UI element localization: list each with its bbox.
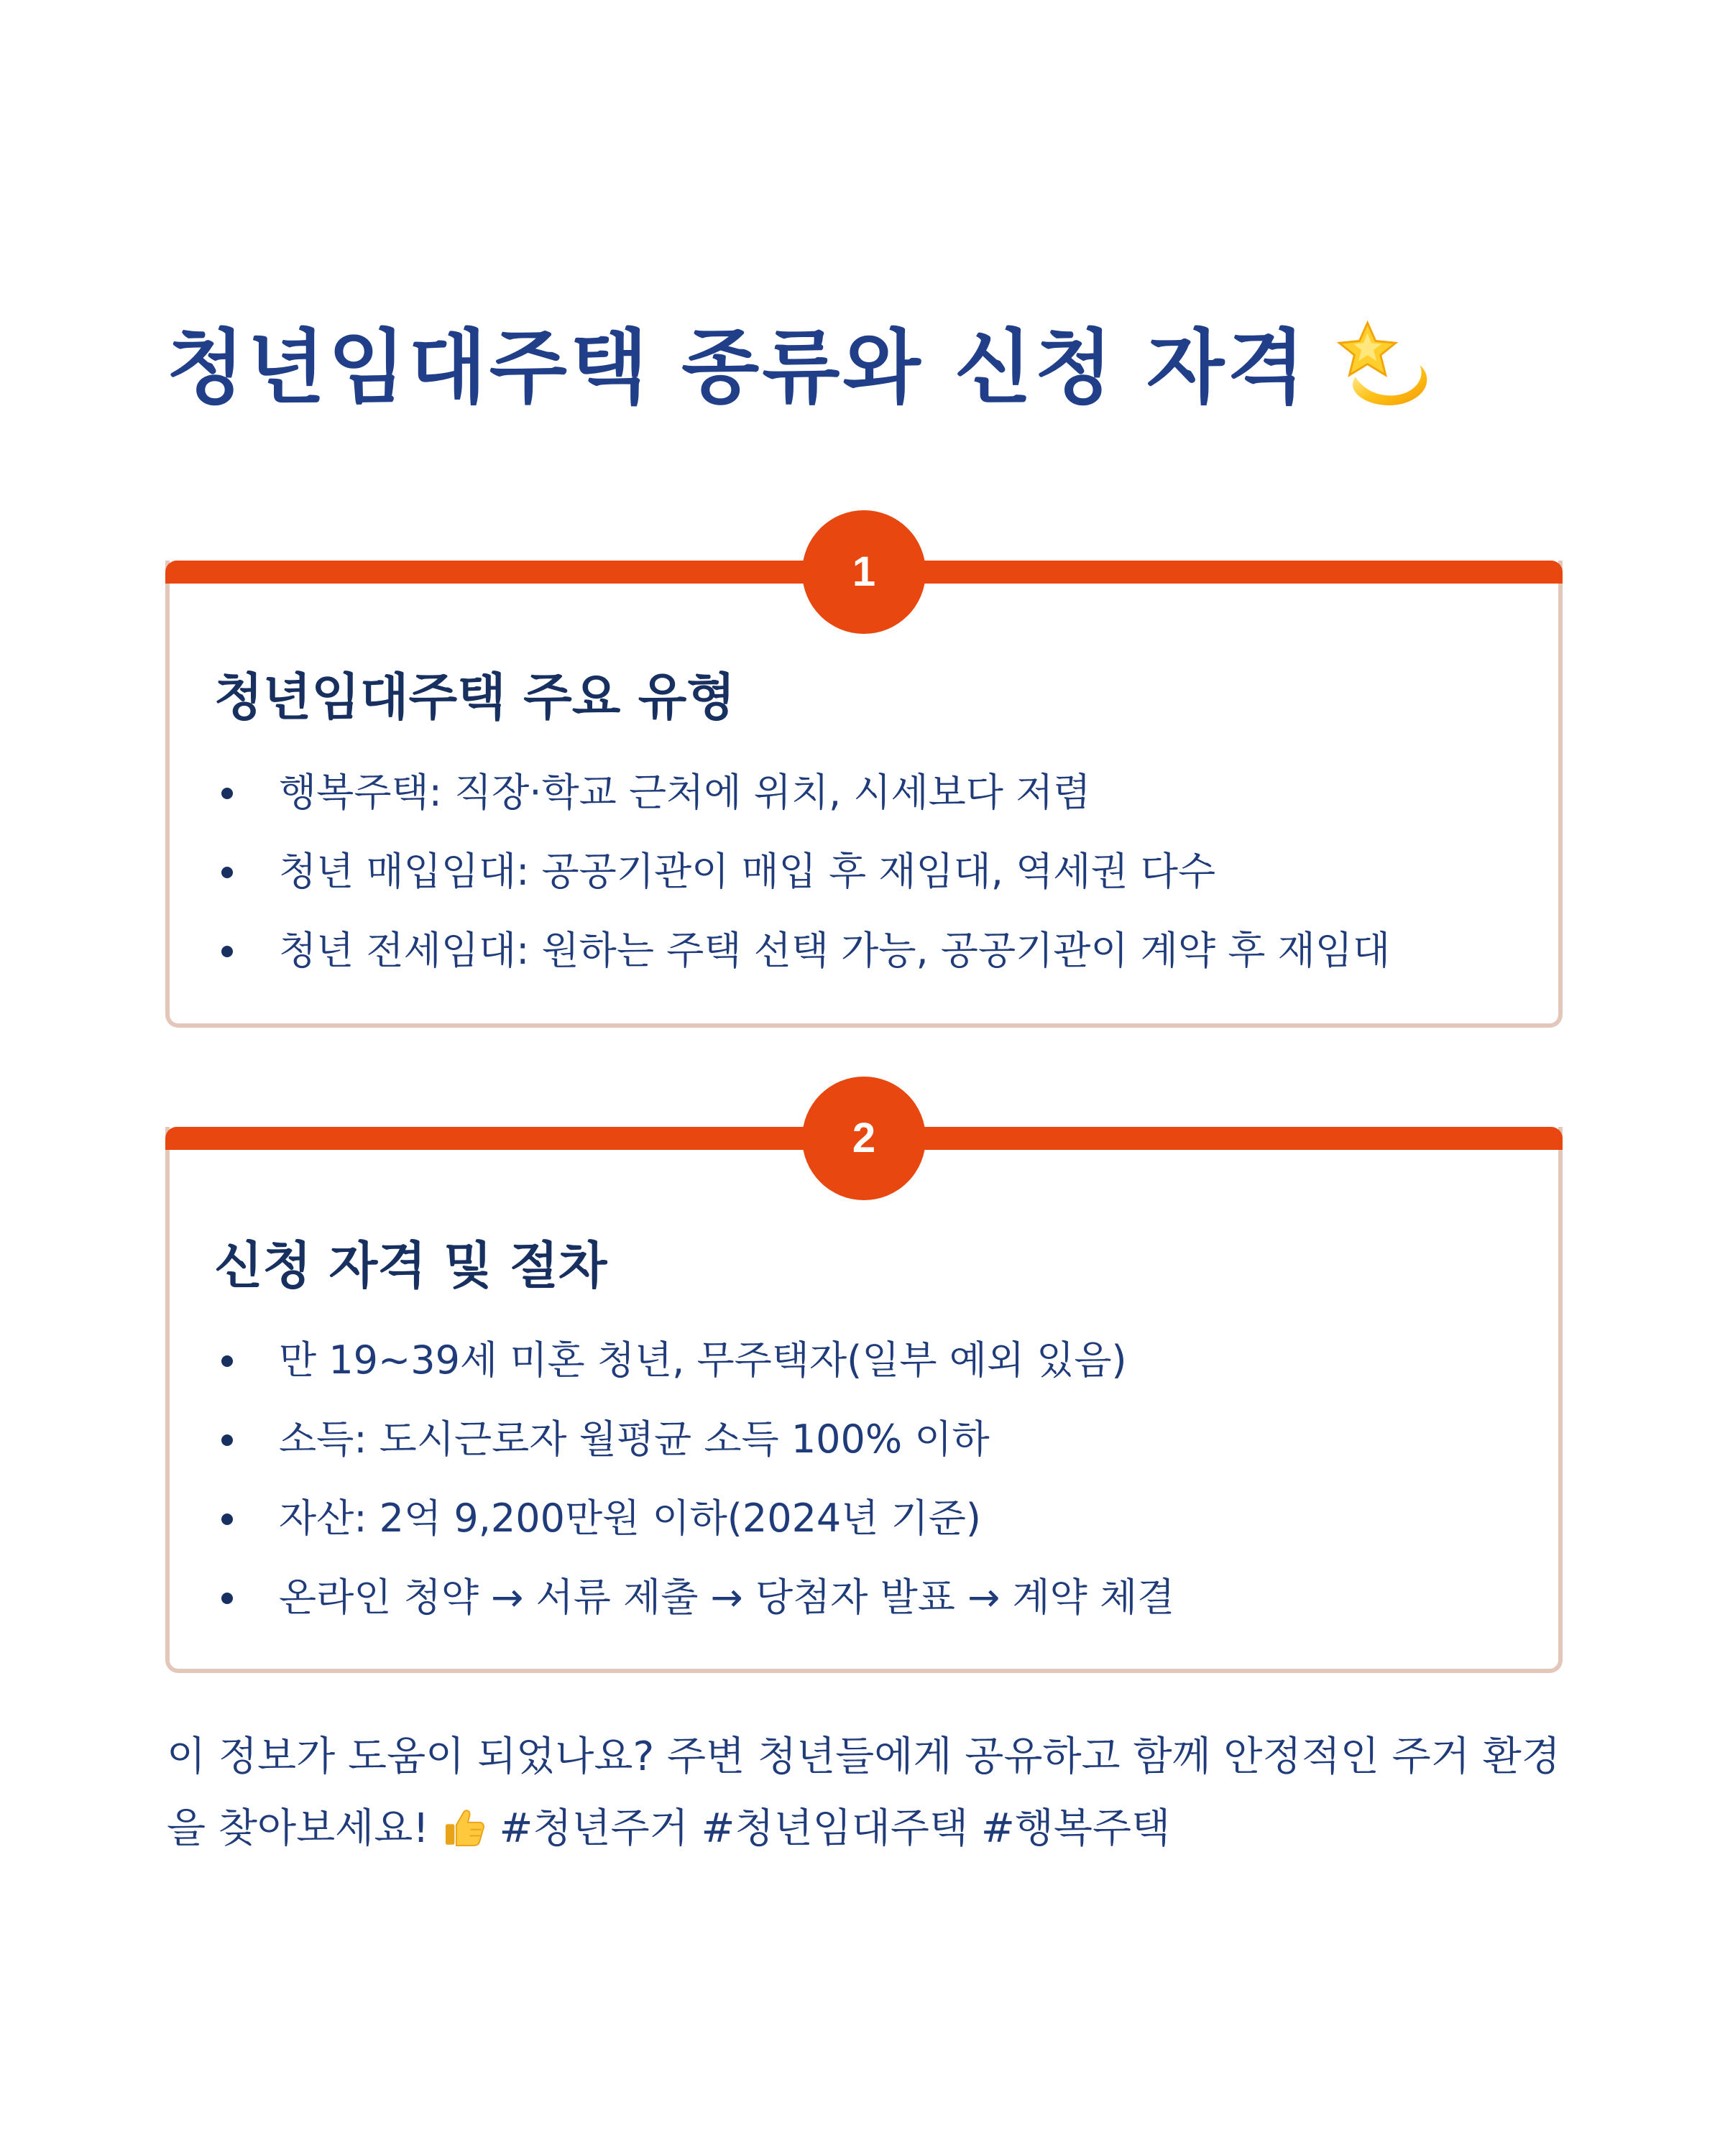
section-card-types: [165, 548, 1563, 1028]
section-heading: 청년임대주택 주요 유형: [214, 668, 735, 727]
page-title-text: 청년임대주택 종류와 신청 자격: [167, 321, 1308, 415]
bullet-dot-icon: [221, 1434, 233, 1446]
section-heading: 신청 자격 및 절차: [214, 1236, 607, 1295]
footer-text: 이 정보가 도움이 되었나요? 주변 청년들에게 공유하고 함께 안정적인 주거 환경을 찾아보세요!: [167, 1733, 1560, 1852]
list-item: [214, 753, 1390, 832]
list-item: [214, 1400, 1174, 1479]
thumbs-up-icon: [442, 1805, 487, 1849]
section-bullet-list: [214, 753, 1390, 990]
list-item-text: 온라인 청약 → 서류 제출 → 당첨자 발표 → 계약 체결: [279, 1575, 1175, 1620]
bullet-dot-icon: [221, 1514, 233, 1525]
footer-hashtags: #청년주거 #청년임대주택 #행복주택: [499, 1805, 1171, 1852]
list-item-text: 청년 매입임대: 공공기관이 매입 후 재임대, 역세권 다수: [279, 849, 1216, 894]
list-item: [214, 911, 1390, 990]
bullet-dot-icon: [221, 946, 233, 957]
bullet-dot-icon: [221, 867, 233, 878]
bullet-dot-icon: [221, 1593, 233, 1604]
footer-message: [167, 1721, 1576, 1865]
section-number-badge: 1: [802, 510, 926, 634]
list-item-text: 소득: 도시근로자 월평균 소득 100% 이하: [279, 1416, 990, 1462]
list-item-text: 행복주택: 직장·학교 근처에 위치, 시세보다 저렴: [279, 770, 1091, 815]
list-item: [214, 1558, 1174, 1637]
page-title: [167, 309, 1434, 417]
section-number-badge: 2: [802, 1077, 926, 1200]
list-item-text: 자산: 2억 9,200만원 이하(2024년 기준): [279, 1496, 982, 1541]
section-bullet-list: [214, 1321, 1174, 1637]
bullet-dot-icon: [221, 788, 233, 799]
list-item-text: 만 19~39세 미혼 청년, 무주택자(일부 예외 있음): [279, 1337, 1127, 1383]
list-item: [214, 832, 1390, 911]
bullet-dot-icon: [221, 1355, 233, 1367]
list-item-text: 청년 전세임대: 원하는 주택 선택 가능, 공공기관이 계약 후 재임대: [279, 928, 1391, 973]
section-card-eligibility: [165, 1115, 1563, 1673]
list-item: [214, 1321, 1174, 1400]
dizzy-comet-icon: [1333, 315, 1434, 415]
list-item: [214, 1479, 1174, 1558]
